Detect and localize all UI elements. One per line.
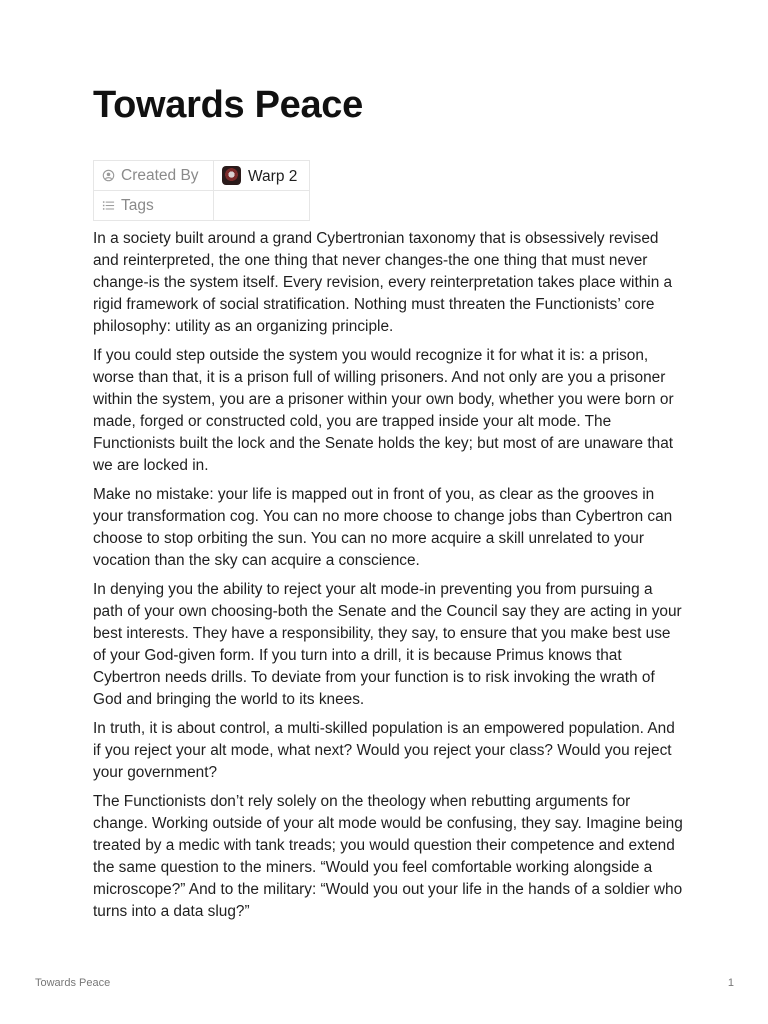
paragraph: In denying you the ability to reject your alt mode-in preventing you from pursuing a path of your own choosing-both the Senate and the Council say they are acting in your best interests. They have a responsibility, they say, to ensure that you make best use of your God-given form. If you turn into a drill, it is because Primus knows that Cybertron needs drills. To deviate from your function is to risk invoking the wrath of God and bringing the world to its knees. <box>93 581 682 708</box>
property-label-created-by: Created By <box>121 166 199 184</box>
property-row-created-by <box>94 161 310 191</box>
created-by-name: Warp 2 <box>248 167 298 185</box>
paragraph: In a society built around a grand Cybertronian taxonomy that is obsessively revised and reinterpreted, the one thing that never changes-the one thing that must never change-is the system itself. Every revision, every reinterpretation takes place within a rigid framework of social stratification. Nothing must threaten the Functionists’ core philosophy: utility as an organizing principle. <box>93 230 673 335</box>
paragraph: In truth, it is about control, a multi-skilled population is an empowered population. And if you reject your alt mode, what next? Would you reject your class? Would you reject your government? <box>93 720 675 781</box>
property-key-tags <box>94 191 214 221</box>
user-avatar-image <box>222 166 241 185</box>
property-label-tags: Tags <box>121 196 154 214</box>
property-value-tags[interactable] <box>214 191 310 221</box>
page-title: Towards Peace <box>93 84 363 126</box>
person-circle-icon <box>102 169 115 182</box>
document-body <box>93 228 683 930</box>
property-row-tags <box>94 191 310 221</box>
paragraph: Make no mistake: your life is mapped out in front of you, as clear as the grooves in your transformation cog. You can no more choose to change jobs than Cybertron can choose to stop orbiting the sun. You can no more acquire a skill unrelated to your vocation than the sky can acquire a conscience. <box>93 486 673 569</box>
paragraph: If you could step outside the system you would recognize it for what it is: a prison, worse than that, it is a prison full of willing prisoners. And not only are you a prisoner within the system, you are a prisoner within your own body, whether you were born or made, forged or constructed cold, you are trapped inside your alt mode. The Functionists built the lock and the Senate holds the key; but most of are unaware that we are locked in. <box>93 347 674 474</box>
footer-page-number: 1 <box>727 977 734 989</box>
list-icon <box>102 199 115 212</box>
paragraph: The Functionists don’t rely solely on the theology when rebutting arguments for change. Working outside of your alt mode would be confusing, they say. Imagine being treated by a medic with tank treads; you would question their competence and extend the same question to the miners. “Would you feel comfortable working alongside a microscope?” And to the military: “Would you out your life in the hands of a soldier who turns into a data slug?” <box>93 793 683 920</box>
property-value-created-by[interactable] <box>214 161 310 191</box>
footer-document-title: Towards Peace <box>35 977 111 989</box>
properties-table <box>93 160 310 221</box>
property-key-created-by <box>94 161 214 191</box>
